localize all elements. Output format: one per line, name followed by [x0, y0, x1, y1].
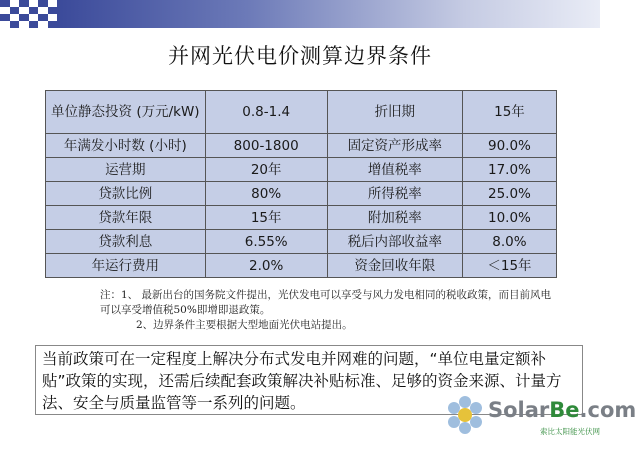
table-cell: 0.8-1.4 — [205, 91, 327, 134]
table-cell: 附加税率 — [327, 206, 462, 230]
table-cell: 15年 — [205, 206, 327, 230]
table-row — [46, 254, 557, 278]
header-gradient-bar — [57, 0, 600, 28]
brand-name: SolarBe.com — [488, 398, 636, 422]
slide-title: 并网光伏电价测算边界条件 — [168, 44, 432, 68]
table-row — [46, 91, 557, 134]
checker-column — [0, 0, 10, 28]
summary-box: 当前政策可在一定程度上解决分布式发电并网难的问题，“单位电量定额补贴”政策的实现，还需后续配套政策解决补贴标准、足够的资金来源、计量方法、安全与质量监管等一系列的问题。 — [35, 345, 583, 415]
table-cell: 80% — [205, 182, 327, 206]
table-cell: 资金回收年限 — [327, 254, 462, 278]
checker-column — [10, 0, 20, 28]
solarbe-logo — [440, 392, 636, 444]
table-cell: 15年 — [462, 91, 556, 134]
boundary-conditions-table — [45, 90, 557, 278]
table-cell: 税后内部收益率 — [327, 230, 462, 254]
checker-column — [48, 0, 58, 28]
table-cell: 贷款年限 — [46, 206, 206, 230]
note-1: 注：1、 最新出台的国务院文件提出，光伏发电可以享受与风力发电相同的税收政策，而目前风电可以享受增值税50%即增即退政策。 — [100, 289, 552, 316]
table-cell: 年运行费用 — [46, 254, 206, 278]
checker-column — [29, 0, 39, 28]
table-row — [46, 182, 557, 206]
table-row — [46, 206, 557, 230]
table-cell: 折旧期 — [327, 91, 462, 134]
table-cell: 所得税率 — [327, 182, 462, 206]
table-cell: 运营期 — [46, 158, 206, 182]
table-cell: 2.0% — [205, 254, 327, 278]
table-cell: 25.0% — [462, 182, 556, 206]
note-2: 2、边界条件主要根据大型地面光伏电站提出。 — [136, 319, 353, 331]
table-cell: 年满发小时数 (小时) — [46, 134, 206, 158]
table-cell: 单位静态投资 (万元/kW) — [46, 91, 206, 134]
table-cell: 贷款利息 — [46, 230, 206, 254]
table-cell: 增值税率 — [327, 158, 462, 182]
header-decoration-strip — [0, 0, 600, 28]
table-cell: 8.0% — [462, 230, 556, 254]
table-row — [46, 230, 557, 254]
table-cell: 固定资产形成率 — [327, 134, 462, 158]
checker-column — [38, 0, 48, 28]
table-cell: 17.0% — [462, 158, 556, 182]
table-cell: 贷款比例 — [46, 182, 206, 206]
table-cell: 90.0% — [462, 134, 556, 158]
brand-tagline: 索比太阳能光伏网 — [540, 427, 600, 436]
table-cell: 800-1800 — [205, 134, 327, 158]
flower-logo-icon — [444, 394, 486, 436]
table-row — [46, 134, 557, 158]
notes-block — [100, 288, 560, 333]
checker-column — [19, 0, 29, 28]
table-cell: 6.55% — [205, 230, 327, 254]
table-cell: 20年 — [205, 158, 327, 182]
table-cell: ＜15年 — [462, 254, 556, 278]
table-row — [46, 158, 557, 182]
table-cell: 10.0% — [462, 206, 556, 230]
